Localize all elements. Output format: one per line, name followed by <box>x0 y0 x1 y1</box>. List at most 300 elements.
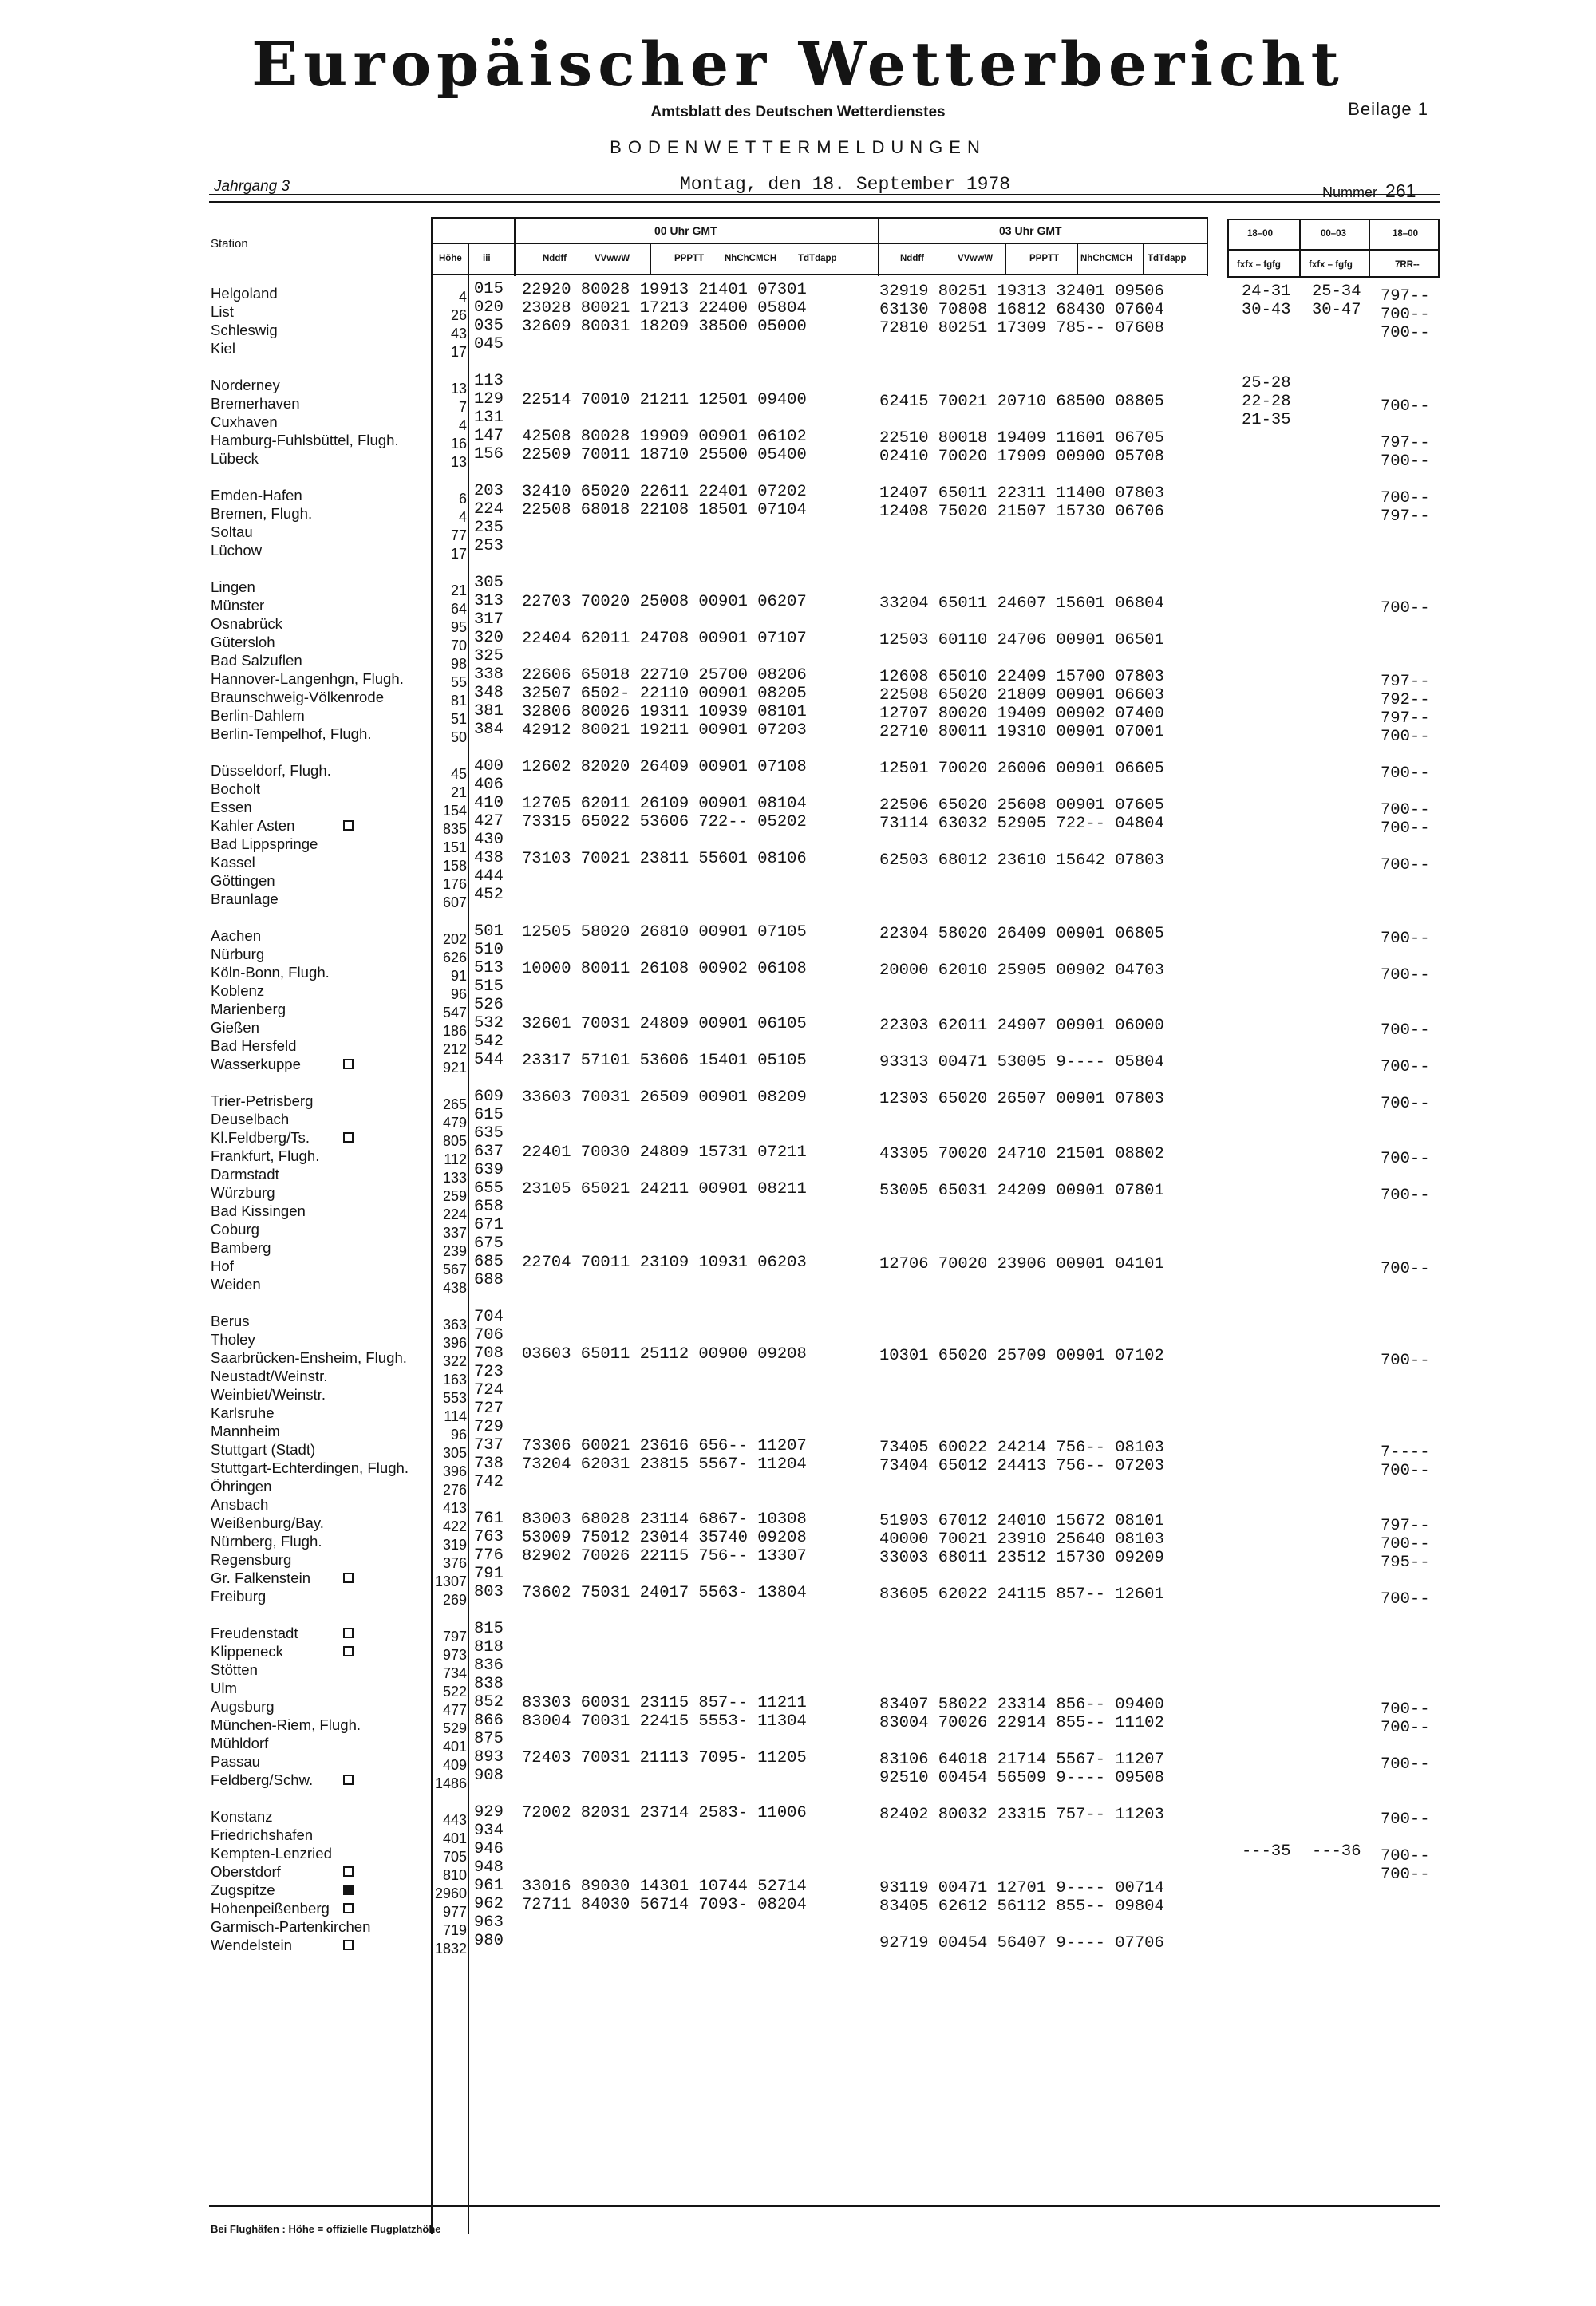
precip-18-00: 700-- <box>1381 1260 1430 1278</box>
obs-00-gmt: 32507 6502- 22110 00901 08205 <box>522 685 807 703</box>
precip-18-00: 7---- <box>1381 1443 1430 1462</box>
col-header-group-03: 03 Uhr GMT <box>999 224 1062 237</box>
footnote: Bei Flughäfen : Höhe = offizielle Flugplatzhöhe <box>211 2223 441 2235</box>
station-height: 259 <box>442 1188 467 1204</box>
station-height: 337 <box>442 1225 467 1241</box>
station-height: 21 <box>450 784 467 800</box>
station-id: 035 <box>474 317 504 335</box>
station-height: 276 <box>442 1482 467 1498</box>
station-name: Wendelstein <box>211 1937 292 1953</box>
station-id: 156 <box>474 445 504 464</box>
station-name: Coburg <box>211 1221 259 1238</box>
station-name: Feldberg/Schw. <box>211 1771 314 1788</box>
station-height: 212 <box>442 1041 467 1057</box>
precip-18-00: 700-- <box>1381 1150 1430 1168</box>
precip-18-00: 700-- <box>1381 1590 1430 1609</box>
volume-label: Jahrgang 3 <box>214 178 290 195</box>
obs-00-gmt: 22703 70020 25008 00901 06207 <box>522 593 807 611</box>
station-height: 567 <box>442 1262 467 1277</box>
station-id: 348 <box>474 684 504 702</box>
station-id: 113 <box>474 372 504 390</box>
station-height: 7 <box>458 399 467 415</box>
station-height: 443 <box>442 1812 467 1828</box>
obs-03-gmt: 53005 65031 24209 00901 07801 <box>879 1182 1164 1200</box>
obs-00-gmt: 22920 80028 19913 21401 07301 <box>522 281 807 299</box>
station-height: 1486 <box>434 1775 467 1791</box>
obs-03-gmt: 83106 64018 21714 5567- 11207 <box>879 1751 1164 1769</box>
col-divider-00 <box>514 217 516 276</box>
station-id: 893 <box>474 1748 504 1767</box>
station-id: 836 <box>474 1656 504 1675</box>
station-name: Lüchow <box>211 542 263 559</box>
obs-03-gmt: 33003 68011 23512 15730 09209 <box>879 1549 1164 1567</box>
precip-18-00: 700-- <box>1381 452 1430 471</box>
sub-divider-2 <box>650 243 651 274</box>
station-id: 688 <box>474 1271 504 1289</box>
station-id: 410 <box>474 794 504 812</box>
obs-00-gmt: 72002 82031 23714 2583- 11006 <box>522 1804 807 1822</box>
station-name: Frankfurt, Flugh. <box>211 1147 320 1164</box>
gust-00-03: 25-34 <box>1312 282 1361 301</box>
station-height: 98 <box>450 656 467 672</box>
station-name: Stuttgart-Echterdingen, Flugh. <box>211 1459 409 1476</box>
obs-03-gmt: 83605 62022 24115 857-- 12601 <box>879 1585 1164 1604</box>
station-id: 325 <box>474 647 504 665</box>
station-height: 154 <box>442 803 467 819</box>
station-id: 685 <box>474 1253 504 1271</box>
precip-18-00: 797-- <box>1381 1517 1430 1535</box>
station-name: Gr. Falkenstein <box>211 1570 311 1586</box>
station-height: 705 <box>442 1849 467 1865</box>
station-id: 723 <box>474 1363 504 1381</box>
precip-18-00: 797-- <box>1381 507 1430 526</box>
station-height: 4 <box>458 289 467 305</box>
station-id: 980 <box>474 1932 504 1950</box>
station-name: München-Riem, Flugh. <box>211 1716 361 1733</box>
station-height: 4 <box>458 417 467 433</box>
station-name: Berus <box>211 1313 250 1329</box>
square-marker <box>343 1628 354 1638</box>
precip-18-00: 700-- <box>1381 599 1430 618</box>
col-header-range-1: 18–00 <box>1247 229 1273 239</box>
station-height: 77 <box>450 527 467 543</box>
obs-03-gmt: 10301 65020 25709 00901 07102 <box>879 1347 1164 1365</box>
station-name: Cuxhaven <box>211 413 278 430</box>
station-name: Berlin-Tempelhof, Flugh. <box>211 725 372 742</box>
station-name: Essen <box>211 799 252 815</box>
station-name: Weiden <box>211 1276 261 1293</box>
square-marker <box>343 1646 354 1656</box>
station-id: 515 <box>474 977 504 996</box>
station-id: 671 <box>474 1216 504 1234</box>
station-height: 522 <box>442 1684 467 1700</box>
station-height: 797 <box>442 1629 467 1645</box>
precip-18-00: 700-- <box>1381 397 1430 416</box>
station-id: 742 <box>474 1473 504 1491</box>
precip-18-00: 797-- <box>1381 709 1430 728</box>
precip-18-00: 700-- <box>1381 1021 1430 1040</box>
precip-18-00: 700-- <box>1381 1700 1430 1719</box>
obs-00-gmt: 73315 65022 53606 722-- 05202 <box>522 813 807 831</box>
station-height: 114 <box>444 1408 467 1424</box>
obs-03-gmt: 73404 65012 24413 756-- 07203 <box>879 1457 1164 1475</box>
station-height: 26 <box>450 307 467 323</box>
obs-00-gmt: 23105 65021 24211 00901 08211 <box>522 1180 807 1198</box>
station-name: Gütersloh <box>211 634 275 650</box>
station-id: 045 <box>474 335 504 353</box>
square-marker <box>343 1866 354 1877</box>
obs-00-gmt: 42508 80028 19909 00901 06102 <box>522 428 807 446</box>
station-id: 235 <box>474 519 504 537</box>
col-divider-extra-start <box>1227 219 1229 278</box>
obs-00-gmt: 22508 68018 22108 18501 07104 <box>522 501 807 519</box>
station-id: 946 <box>474 1840 504 1858</box>
col-header-sub-3: 7RR-- <box>1395 260 1420 270</box>
report-date: Montag, den 18. September 1978 <box>680 174 1011 195</box>
station-height: 422 <box>442 1518 467 1534</box>
sub-divider-6 <box>1005 243 1006 274</box>
precip-18-00: 795-- <box>1381 1554 1430 1572</box>
station-id: 615 <box>474 1106 504 1124</box>
station-id: 526 <box>474 996 504 1014</box>
obs-00-gmt: 72403 70031 21113 7095- 11205 <box>522 1749 807 1767</box>
station-height: 396 <box>442 1463 467 1479</box>
obs-03-gmt: 32919 80251 19313 32401 09506 <box>879 282 1164 301</box>
obs-00-gmt: 03603 65011 25112 00900 09208 <box>522 1345 807 1364</box>
precip-18-00: 797-- <box>1381 287 1430 306</box>
station-name: Aachen <box>211 927 262 944</box>
obs-00-gmt: 22514 70010 21211 12501 09400 <box>522 391 807 409</box>
table-top-rule <box>209 201 1440 203</box>
precip-18-00: 700-- <box>1381 1810 1430 1829</box>
precip-18-00: 700-- <box>1381 764 1430 783</box>
station-name: Öhringen <box>211 1478 272 1495</box>
header-bottom-rule <box>431 274 1207 275</box>
sub-divider-8 <box>1143 243 1144 274</box>
station-height: 17 <box>450 546 467 562</box>
station-name: Helgoland <box>211 285 278 302</box>
station-height: 626 <box>442 950 467 965</box>
station-height: 322 <box>442 1353 467 1369</box>
obs-03-gmt: 12608 65010 22409 15700 07803 <box>879 668 1164 686</box>
station-id: 320 <box>474 629 504 647</box>
precip-18-00: 797-- <box>1381 673 1430 691</box>
col-header-sub-2: fxfx – fgfg <box>1309 260 1353 270</box>
station-name: Hof <box>211 1258 234 1274</box>
station-height: 1832 <box>434 1941 467 1957</box>
station-height: 319 <box>442 1537 467 1553</box>
precip-18-00: 700-- <box>1381 819 1430 838</box>
station-height: 186 <box>442 1023 467 1039</box>
station-height: 396 <box>442 1335 467 1351</box>
obs-03-gmt: 72810 80251 17309 785-- 07608 <box>879 319 1164 338</box>
obs-00-gmt: 22704 70011 23109 10931 06203 <box>522 1254 807 1272</box>
station-id: 317 <box>474 610 504 629</box>
station-height: 50 <box>450 729 467 745</box>
station-id: 761 <box>474 1510 504 1528</box>
col-divider-iii <box>468 243 469 2234</box>
obs-03-gmt: 43305 70020 24710 21501 08802 <box>879 1145 1164 1163</box>
obs-00-gmt: 12505 58020 26810 00901 07105 <box>522 923 807 942</box>
col-divider-03-end <box>1207 217 1208 276</box>
station-name: Tholey <box>211 1331 255 1348</box>
obs-00-gmt: 73103 70021 23811 55601 08106 <box>522 850 807 868</box>
station-name: Kahler Asten <box>211 817 295 834</box>
station-id: 384 <box>474 721 504 739</box>
precip-18-00: 700-- <box>1381 1866 1430 1884</box>
station-id: 430 <box>474 831 504 849</box>
station-name: Saarbrücken-Ensheim, Flugh. <box>211 1349 407 1366</box>
station-height: 45 <box>450 766 467 782</box>
station-name: Bad Lippspringe <box>211 835 318 852</box>
station-height: 239 <box>442 1243 467 1259</box>
station-height: 163 <box>442 1372 467 1388</box>
station-name: Kempten-Lenzried <box>211 1845 332 1862</box>
station-id: 934 <box>474 1822 504 1840</box>
station-name: Stuttgart (Stadt) <box>211 1441 316 1458</box>
report-subtitle: Amtsblatt des Deutschen Wetterdienstes <box>650 104 946 120</box>
obs-03-gmt: 93313 00471 53005 9---- 05804 <box>879 1053 1164 1072</box>
station-height: 438 <box>442 1280 467 1296</box>
obs-03-gmt: 12707 80020 19409 00902 07400 <box>879 705 1164 723</box>
square-marker <box>343 820 354 831</box>
station-height: 6 <box>458 491 467 507</box>
station-id: 513 <box>474 959 504 977</box>
col-divider-extra-1 <box>1299 219 1301 278</box>
station-name: Bad Hersfeld <box>211 1037 297 1054</box>
issue-number-label: Nummer <box>1322 184 1378 200</box>
station-id: 381 <box>474 702 504 721</box>
station-name: Bremerhaven <box>211 395 300 412</box>
precip-18-00: 700-- <box>1381 1352 1430 1370</box>
obs-00-gmt: 23028 80021 17213 22400 05804 <box>522 299 807 318</box>
station-height: 719 <box>442 1922 467 1938</box>
station-name: Trier-Petrisberg <box>211 1092 314 1109</box>
station-id: 727 <box>474 1400 504 1418</box>
obs-03-gmt: 22506 65020 25608 00901 07605 <box>879 796 1164 815</box>
col-header-range-3: 18–00 <box>1393 229 1418 239</box>
square-marker <box>343 1132 354 1143</box>
station-name: Münster <box>211 597 265 614</box>
precip-18-00: 700-- <box>1381 966 1430 985</box>
station-name: Wasserkuppe <box>211 1056 301 1072</box>
station-name: Freiburg <box>211 1588 267 1605</box>
obs-00-gmt: 32601 70031 24809 00901 06105 <box>522 1015 807 1033</box>
station-name: Göttingen <box>211 872 275 889</box>
station-id: 729 <box>474 1418 504 1436</box>
station-id: 338 <box>474 665 504 684</box>
obs-00-gmt: 83303 60031 23115 857-- 11211 <box>522 1694 807 1712</box>
obs-03-gmt: 93119 00471 12701 9---- 00714 <box>879 1879 1164 1897</box>
station-id: 542 <box>474 1033 504 1051</box>
col-header-sub-1: fxfx – fgfg <box>1237 260 1281 270</box>
col-header-range-2: 00–03 <box>1321 229 1346 239</box>
precip-18-00: 700-- <box>1381 1535 1430 1554</box>
obs-03-gmt: 33204 65011 24607 15601 06804 <box>879 594 1164 613</box>
obs-03-gmt: 83004 70026 22914 855-- 11102 <box>879 1714 1164 1732</box>
obs-03-gmt: 63130 70808 16812 68430 07604 <box>879 301 1164 319</box>
station-name: Marienberg <box>211 1001 286 1017</box>
station-height: 202 <box>442 931 467 947</box>
station-id: 724 <box>474 1381 504 1400</box>
station-id: 015 <box>474 280 504 298</box>
station-name: Mannheim <box>211 1423 280 1439</box>
col-header-iii: iii <box>483 254 491 263</box>
gust-18-00: 22-28 <box>1242 393 1291 411</box>
station-id: 962 <box>474 1895 504 1913</box>
station-id: 253 <box>474 537 504 555</box>
station-name: Oberstdorf <box>211 1863 281 1880</box>
station-name: Hamburg-Fuhlsbüttel, Flugh. <box>211 432 399 448</box>
station-id: 866 <box>474 1712 504 1730</box>
station-name: Neustadt/Weinstr. <box>211 1368 328 1384</box>
station-height: 553 <box>442 1390 467 1406</box>
precip-18-00: 700-- <box>1381 1755 1430 1774</box>
col-header-nddff-03: Nddff <box>900 254 925 263</box>
station-height: 224 <box>442 1206 467 1222</box>
station-name: Karlsruhe <box>211 1404 275 1421</box>
station-name: Gießen <box>211 1019 259 1036</box>
precip-18-00: 700-- <box>1381 1462 1430 1480</box>
station-name: Braunschweig-Völkenrode <box>211 689 385 705</box>
station-id: 838 <box>474 1675 504 1693</box>
obs-03-gmt: 22508 65020 21809 00901 06603 <box>879 686 1164 705</box>
station-id: 675 <box>474 1234 504 1253</box>
station-name: Berlin-Dahlem <box>211 707 305 724</box>
precip-18-00: 700-- <box>1381 1187 1430 1205</box>
square-marker <box>343 1775 354 1785</box>
precip-18-00: 700-- <box>1381 728 1430 746</box>
station-height: 96 <box>450 1427 467 1443</box>
station-height: 16 <box>450 436 467 452</box>
obs-00-gmt: 83004 70031 22415 5553- 11304 <box>522 1712 807 1731</box>
station-height: 977 <box>442 1904 467 1920</box>
obs-03-gmt: 22710 80011 19310 00901 07001 <box>879 723 1164 741</box>
station-height: 547 <box>442 1005 467 1021</box>
station-id: 501 <box>474 922 504 941</box>
station-height: 55 <box>450 674 467 690</box>
obs-03-gmt: 22304 58020 26409 00901 06805 <box>879 925 1164 943</box>
obs-03-gmt: 20000 62010 25905 00902 04703 <box>879 961 1164 980</box>
station-name: Bremen, Flugh. <box>211 505 313 522</box>
col-header-group-00: 00 Uhr GMT <box>654 224 717 237</box>
station-height: 43 <box>450 326 467 342</box>
precip-18-00: 700-- <box>1381 489 1430 507</box>
station-name: Deuselbach <box>211 1111 290 1127</box>
station-name: Bamberg <box>211 1239 271 1256</box>
obs-03-gmt: 12501 70020 26006 00901 06605 <box>879 760 1164 778</box>
obs-03-gmt: 92719 00454 56407 9---- 07706 <box>879 1934 1164 1953</box>
station-name: Schleswig <box>211 322 278 338</box>
station-id: 224 <box>474 500 504 519</box>
station-name: Zugspitze <box>211 1882 275 1898</box>
obs-00-gmt: 42912 80021 19211 00901 07203 <box>522 721 807 740</box>
obs-00-gmt: 32410 65020 22611 22401 07202 <box>522 483 807 501</box>
issue-number-value: 261 <box>1385 180 1416 201</box>
station-id: 948 <box>474 1858 504 1877</box>
precip-18-00: 700-- <box>1381 1058 1430 1076</box>
station-name: Köln-Bonn, Flugh. <box>211 964 330 981</box>
station-height: 64 <box>450 601 467 617</box>
precip-18-00: 700-- <box>1381 801 1430 819</box>
station-name: List <box>211 303 234 320</box>
station-height: 70 <box>450 638 467 653</box>
obs-03-gmt: 12706 70020 23906 00901 04101 <box>879 1255 1164 1273</box>
station-height: 409 <box>442 1757 467 1773</box>
obs-03-gmt: 62415 70021 20710 68500 08805 <box>879 393 1164 411</box>
header-mid-rule-extra <box>1227 249 1440 251</box>
precip-18-00: 700-- <box>1381 856 1430 875</box>
obs-00-gmt: 53009 75012 23014 35740 09208 <box>522 1529 807 1547</box>
issue-number <box>1322 180 1416 202</box>
obs-03-gmt: 92510 00454 56509 9---- 09508 <box>879 1769 1164 1787</box>
header-mid-rule <box>431 243 1207 244</box>
table-bottom-rule <box>209 2205 1440 2207</box>
station-name: Stötten <box>211 1661 258 1678</box>
col-divider-extra-end <box>1438 219 1440 278</box>
station-height: 265 <box>442 1096 467 1112</box>
station-height: 401 <box>442 1739 467 1755</box>
supplement-label: Beilage 1 <box>1348 99 1428 119</box>
station-id: 776 <box>474 1546 504 1565</box>
station-height: 921 <box>442 1060 467 1076</box>
col-header-ppptt-03: PPPTT <box>1029 254 1060 263</box>
station-id: 147 <box>474 427 504 445</box>
station-height: 91 <box>450 968 467 984</box>
header-box-top <box>431 217 878 219</box>
station-height: 151 <box>442 839 467 855</box>
station-height: 401 <box>442 1830 467 1846</box>
station-id: 708 <box>474 1345 504 1363</box>
obs-00-gmt: 73306 60021 23616 656-- 11207 <box>522 1437 807 1455</box>
station-name: Kl.Feldberg/Ts. <box>211 1129 310 1146</box>
section-title: BODENWETTERMELDUNGEN <box>610 137 986 157</box>
col-header-dew-03: TdTdapp <box>1148 254 1187 263</box>
station-height: 81 <box>450 693 467 709</box>
station-name: Mühldorf <box>211 1735 269 1751</box>
station-height: 269 <box>442 1592 467 1608</box>
station-name: Koblenz <box>211 982 265 999</box>
obs-03-gmt: 73405 60022 24214 756-- 08103 <box>879 1439 1164 1457</box>
station-name: Weinbiet/Weinstr. <box>211 1386 326 1403</box>
obs-00-gmt: 72711 84030 56714 7093- 08204 <box>522 1896 807 1914</box>
square-marker <box>343 1940 354 1950</box>
station-id: 305 <box>474 574 504 592</box>
station-name: Bocholt <box>211 780 261 797</box>
square-marker <box>343 1573 354 1583</box>
precip-18-00: 700-- <box>1381 1095 1430 1113</box>
station-height: 413 <box>442 1500 467 1516</box>
station-id: 639 <box>474 1161 504 1179</box>
station-height: 95 <box>450 619 467 635</box>
station-id: 313 <box>474 592 504 610</box>
station-id: 532 <box>474 1014 504 1033</box>
precip-18-00: 797-- <box>1381 434 1430 452</box>
station-id: 818 <box>474 1638 504 1656</box>
precip-18-00: 700-- <box>1381 306 1430 324</box>
obs-03-gmt: 12503 60110 24706 00901 06501 <box>879 631 1164 650</box>
station-height: 973 <box>442 1647 467 1663</box>
station-height: 13 <box>450 381 467 397</box>
obs-00-gmt: 82902 70026 22115 756-- 13307 <box>522 1547 807 1566</box>
obs-03-gmt: 02410 70020 17909 00900 05708 <box>879 448 1164 466</box>
station-name: Augsburg <box>211 1698 275 1715</box>
precip-18-00: 700-- <box>1381 1719 1430 1737</box>
station-height: 4 <box>458 509 467 525</box>
station-id: 738 <box>474 1455 504 1473</box>
obs-03-gmt: 22510 80018 19409 11601 06705 <box>879 429 1164 448</box>
station-height: 1307 <box>434 1574 467 1589</box>
